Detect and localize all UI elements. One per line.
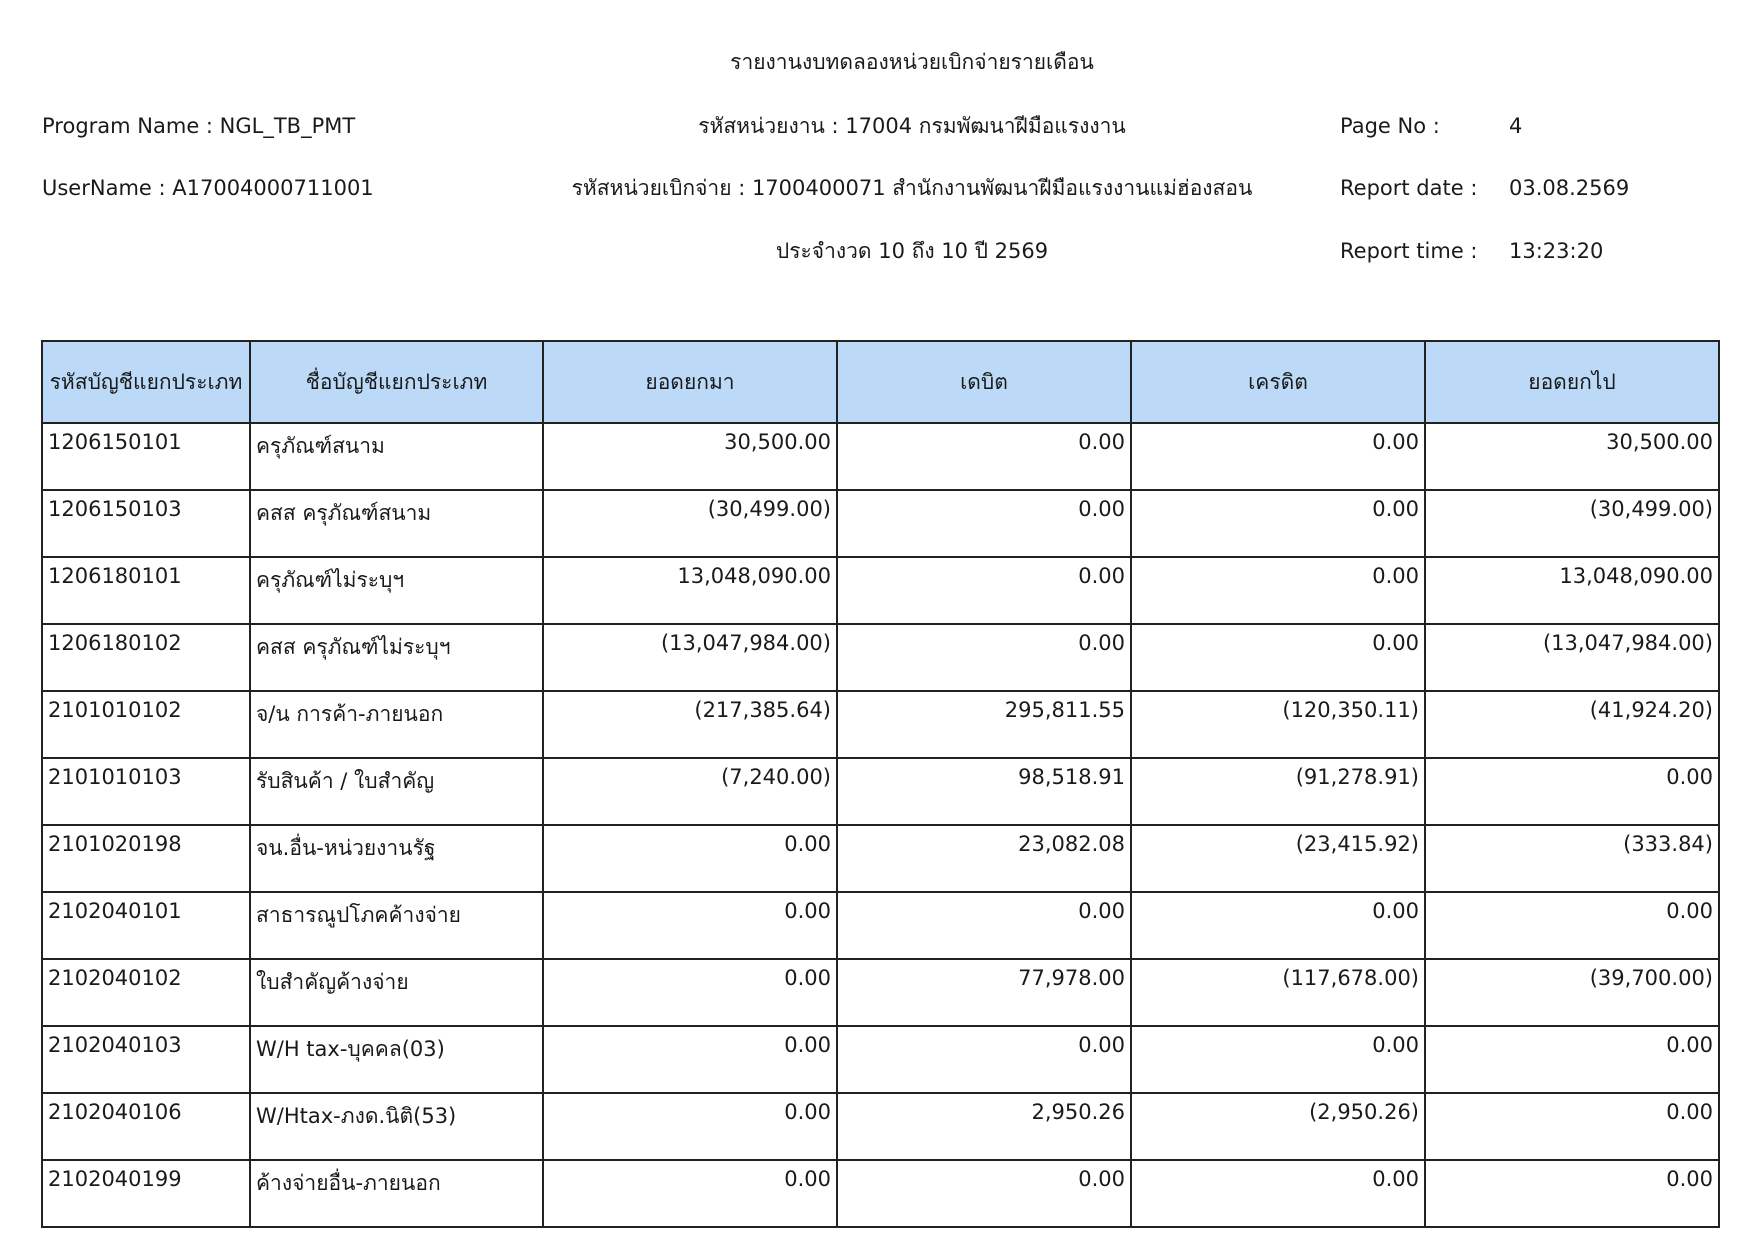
cell-account-code: 2102040102	[42, 959, 250, 1026]
cell-account-name: รับสินค้า / ใบสำคัญ	[250, 758, 543, 825]
cell-credit: 0.00	[1131, 1160, 1425, 1227]
cell-account-code: 1206180101	[42, 557, 250, 624]
cell-account-name: คสส ครุภัณฑ์สนาม	[250, 490, 543, 557]
cell-credit: 0.00	[1131, 1026, 1425, 1093]
report-period: ประจำงวด 10 ถึง 10 ปี 2569	[775, 239, 1049, 263]
cell-opening-balance: (30,499.00)	[543, 490, 837, 557]
report-date-label: Report date :	[1340, 176, 1478, 200]
cell-opening-balance: 30,500.00	[543, 423, 837, 490]
cell-account-code: 2102040103	[42, 1026, 250, 1093]
cell-closing-balance: 0.00	[1425, 1160, 1719, 1227]
header-debit: เดบิต	[837, 341, 1131, 423]
cell-account-code: 2102040199	[42, 1160, 250, 1227]
cell-opening-balance: 0.00	[543, 1160, 837, 1227]
cell-account-name: ใบสำคัญค้างจ่าย	[250, 959, 543, 1026]
cell-account-code: 2101010103	[42, 758, 250, 825]
cell-closing-balance: 0.00	[1425, 1026, 1719, 1093]
cell-debit: 0.00	[837, 1026, 1131, 1093]
cell-account-code: 2102040106	[42, 1093, 250, 1160]
cell-account-name: ครุภัณฑ์ไม่ระบุฯ	[250, 557, 543, 624]
cell-closing-balance: 30,500.00	[1425, 423, 1719, 490]
report-time-value: 13:23:20	[1509, 239, 1604, 263]
cell-account-name: W/H tax-บุคคล(03)	[250, 1026, 543, 1093]
cell-account-code: 2101020198	[42, 825, 250, 892]
cell-debit: 295,811.55	[837, 691, 1131, 758]
table-row	[42, 691, 1719, 758]
cell-account-code: 2101010102	[42, 691, 250, 758]
cell-debit: 0.00	[837, 423, 1131, 490]
table-row	[42, 557, 1719, 624]
header-credit: เครดิต	[1131, 341, 1425, 423]
trial-balance-table	[41, 340, 1720, 1228]
cell-credit: (117,678.00)	[1131, 959, 1425, 1026]
cell-account-name: คสส ครุภัณฑ์ไม่ระบุฯ	[250, 624, 543, 691]
cell-credit: (91,278.91)	[1131, 758, 1425, 825]
agency-code: รหัสหน่วยงาน : 17004 กรมพัฒนาฝีมือแรงงาน	[698, 114, 1126, 138]
table-row	[42, 959, 1719, 1026]
cell-credit: 0.00	[1131, 557, 1425, 624]
cell-debit: 0.00	[837, 490, 1131, 557]
table-row	[42, 423, 1719, 490]
table-row	[42, 758, 1719, 825]
report-date-value: 03.08.2569	[1509, 176, 1630, 200]
cell-debit: 98,518.91	[837, 758, 1131, 825]
username: UserName : A17004000711001	[42, 176, 374, 200]
cell-closing-balance: (13,047,984.00)	[1425, 624, 1719, 691]
cell-closing-balance: 13,048,090.00	[1425, 557, 1719, 624]
cell-closing-balance: (30,499.00)	[1425, 490, 1719, 557]
program-name: Program Name : NGL_TB_PMT	[42, 114, 356, 138]
cell-closing-balance: (41,924.20)	[1425, 691, 1719, 758]
table-row	[42, 892, 1719, 959]
cell-account-name: ครุภัณฑ์สนาม	[250, 423, 543, 490]
table-row	[42, 1026, 1719, 1093]
cell-opening-balance: 0.00	[543, 825, 837, 892]
cell-closing-balance: 0.00	[1425, 892, 1719, 959]
cell-closing-balance: (39,700.00)	[1425, 959, 1719, 1026]
cell-opening-balance: 0.00	[543, 892, 837, 959]
cell-account-name: จ/น การค้า-ภายนอก	[250, 691, 543, 758]
cell-debit: 0.00	[837, 624, 1131, 691]
cell-credit: 0.00	[1131, 490, 1425, 557]
page-no-value: 4	[1509, 114, 1523, 138]
table-body	[42, 423, 1719, 1227]
cell-account-code: 1206150103	[42, 490, 250, 557]
disbursing-unit: รหัสหน่วยเบิกจ่าย : 1700400071 สำนักงานพัฒนาฝีมือแรงงานแม่ฮ่องสอน	[571, 176, 1253, 200]
cell-credit: (2,950.26)	[1131, 1093, 1425, 1160]
cell-debit: 0.00	[837, 1160, 1131, 1227]
header-opening-balance: ยอดยกมา	[543, 341, 837, 423]
cell-opening-balance: 13,048,090.00	[543, 557, 837, 624]
page-no-label: Page No :	[1340, 114, 1440, 138]
report-title: รายงานงบทดลองหน่วยเบิกจ่ายรายเดือน	[730, 50, 1094, 74]
cell-opening-balance: 0.00	[543, 1093, 837, 1160]
table-row	[42, 825, 1719, 892]
header-account-name: ชื่อบัญชีแยกประเภท	[250, 341, 543, 423]
cell-credit: 0.00	[1131, 624, 1425, 691]
cell-debit: 0.00	[837, 557, 1131, 624]
cell-credit: (23,415.92)	[1131, 825, 1425, 892]
cell-account-name: สาธารณูปโภคค้างจ่าย	[250, 892, 543, 959]
table-header-row	[42, 341, 1719, 423]
header-closing-balance: ยอดยกไป	[1425, 341, 1719, 423]
table-row	[42, 490, 1719, 557]
cell-account-code: 1206150101	[42, 423, 250, 490]
cell-account-code: 1206180102	[42, 624, 250, 691]
cell-debit: 0.00	[837, 892, 1131, 959]
cell-credit: 0.00	[1131, 892, 1425, 959]
cell-closing-balance: (333.84)	[1425, 825, 1719, 892]
table-row	[42, 1160, 1719, 1227]
cell-account-code: 2102040101	[42, 892, 250, 959]
cell-account-name: ค้างจ่ายอื่น-ภายนอก	[250, 1160, 543, 1227]
cell-closing-balance: 0.00	[1425, 1093, 1719, 1160]
header-account-code: รหัสบัญชีแยกประเภท	[42, 341, 250, 423]
cell-debit: 23,082.08	[837, 825, 1131, 892]
cell-credit: 0.00	[1131, 423, 1425, 490]
cell-debit: 77,978.00	[837, 959, 1131, 1026]
cell-opening-balance: 0.00	[543, 1026, 837, 1093]
report-time-label: Report time :	[1340, 239, 1478, 263]
cell-closing-balance: 0.00	[1425, 758, 1719, 825]
cell-account-name: W/Htax-ภงด.นิติ(53)	[250, 1093, 543, 1160]
cell-opening-balance: (217,385.64)	[543, 691, 837, 758]
cell-opening-balance: (13,047,984.00)	[543, 624, 837, 691]
cell-opening-balance: 0.00	[543, 959, 837, 1026]
cell-credit: (120,350.11)	[1131, 691, 1425, 758]
table-row	[42, 1093, 1719, 1160]
table-row	[42, 624, 1719, 691]
cell-account-name: จน.อื่น-หน่วยงานรัฐ	[250, 825, 543, 892]
cell-debit: 2,950.26	[837, 1093, 1131, 1160]
cell-opening-balance: (7,240.00)	[543, 758, 837, 825]
